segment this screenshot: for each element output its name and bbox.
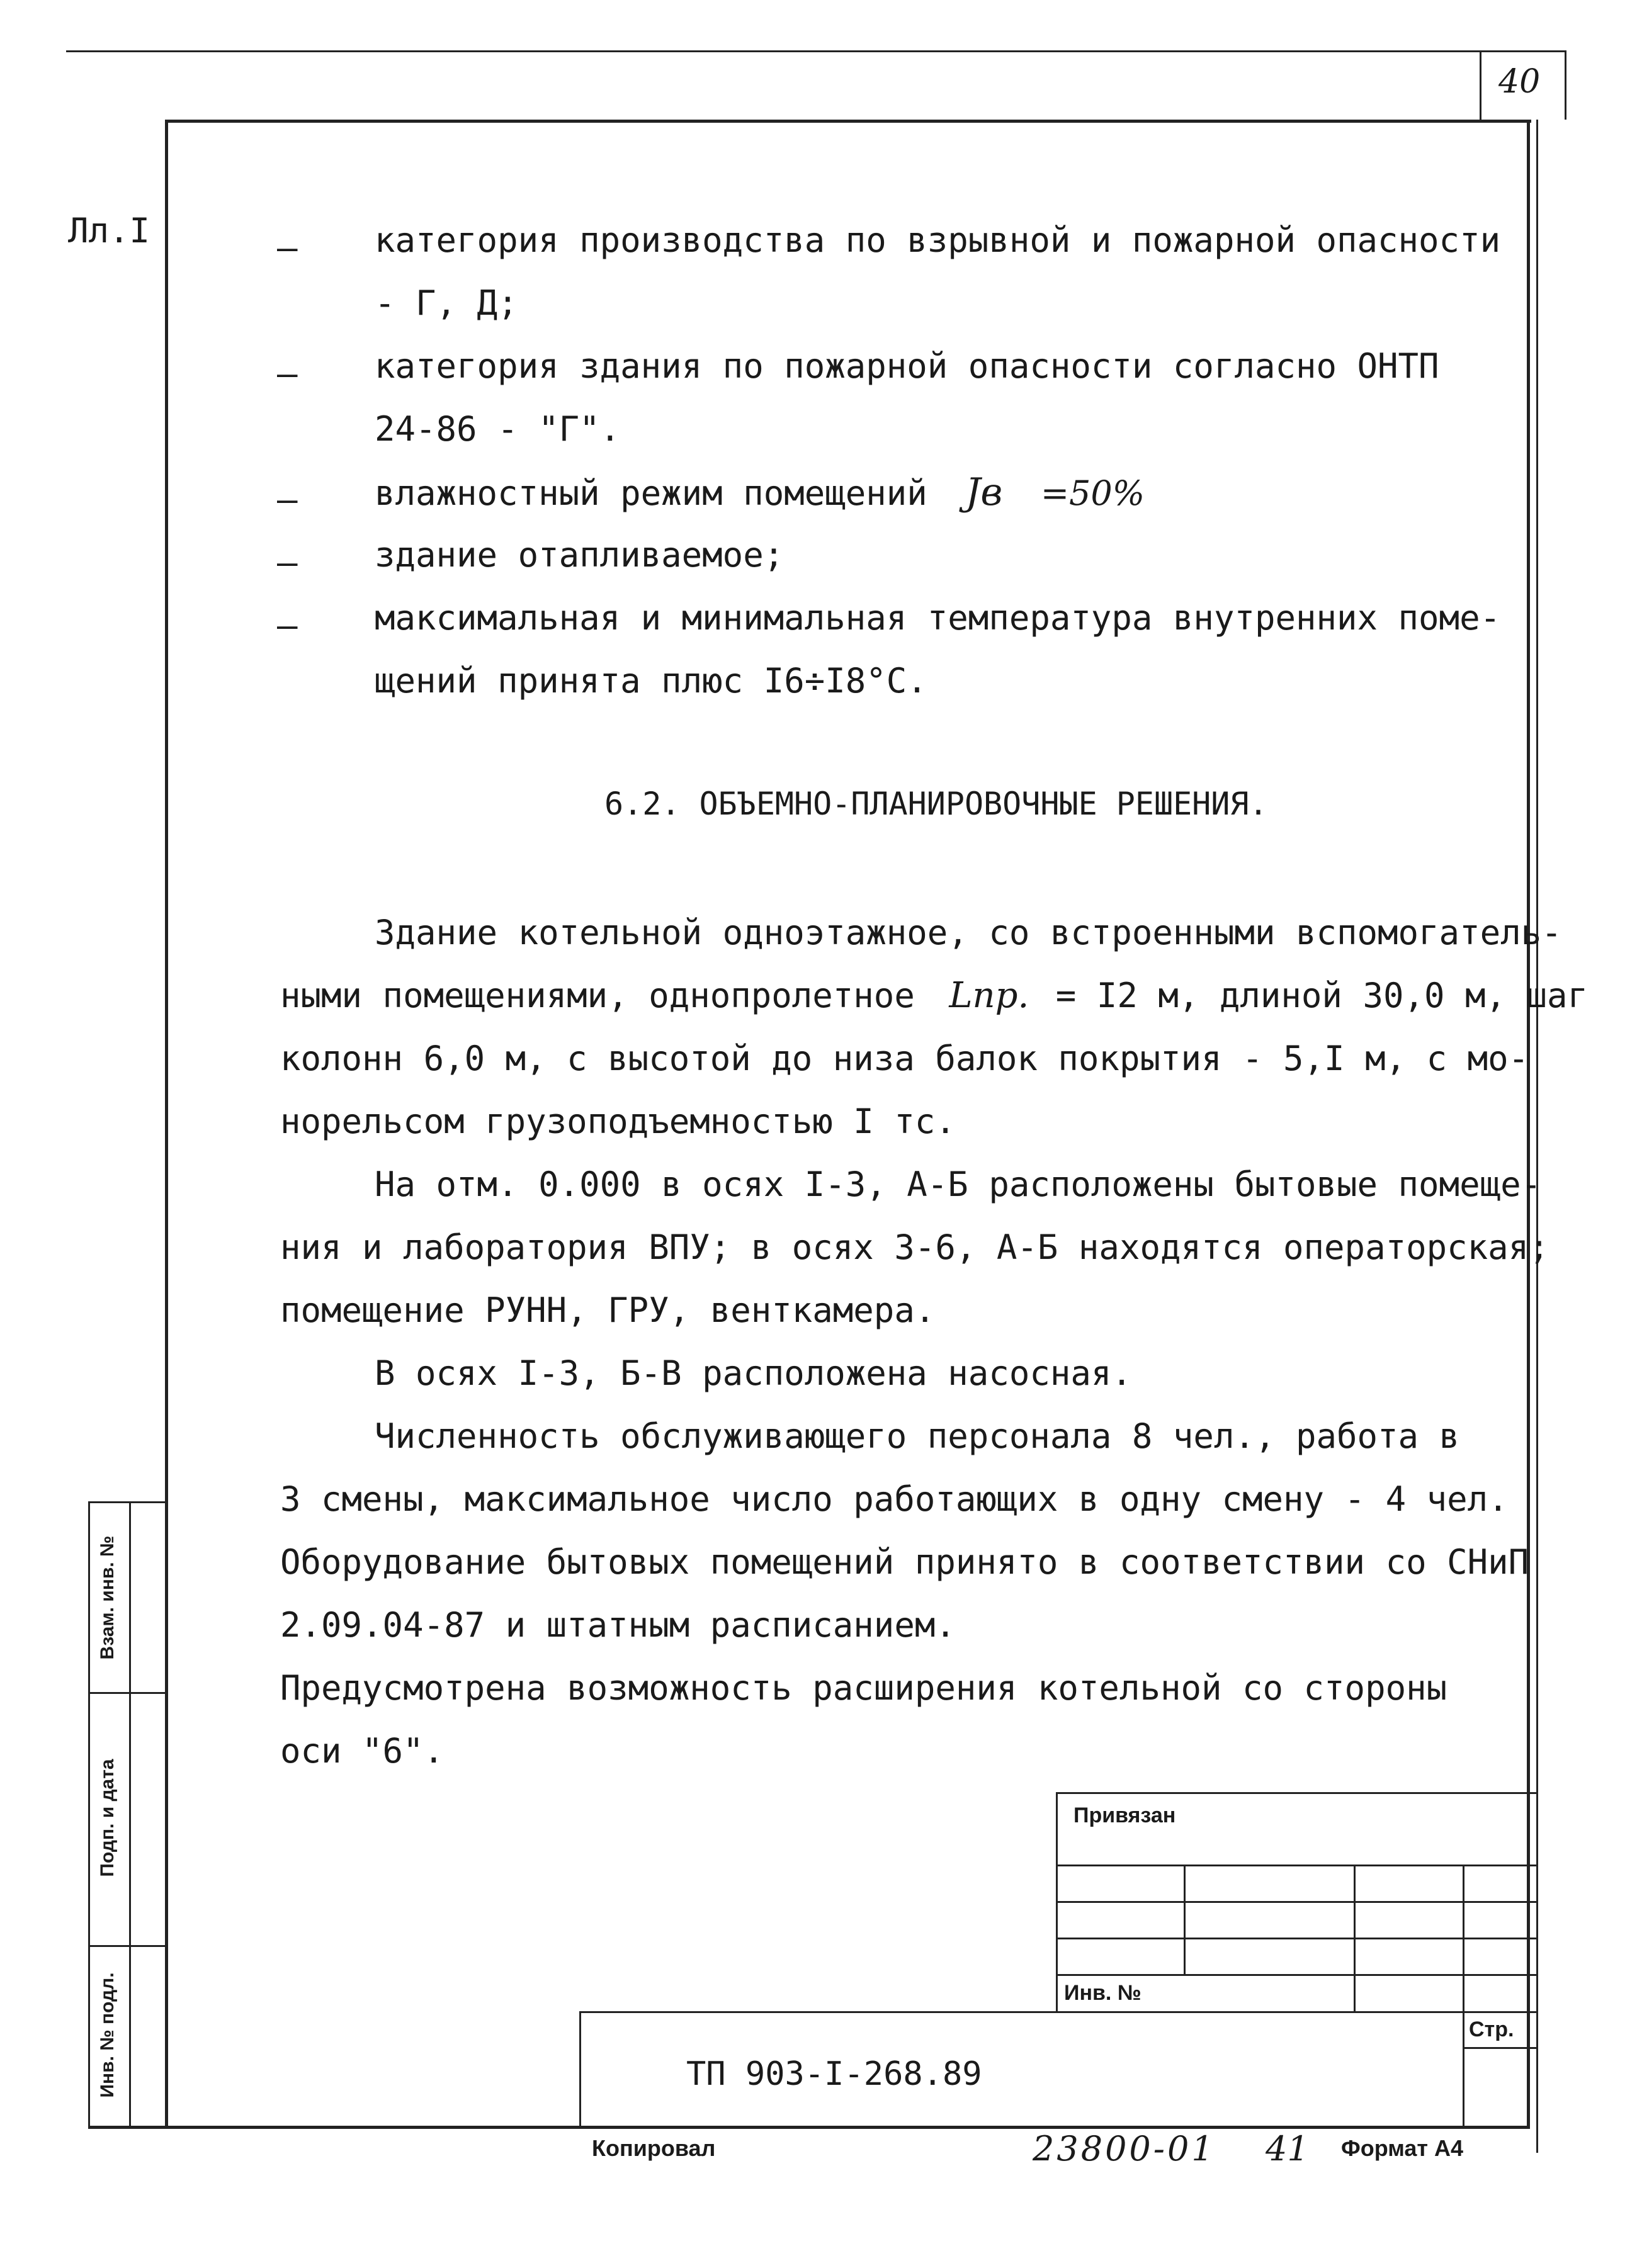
tb-col-2 xyxy=(1354,1865,1356,2011)
bullet-4-line: здание отапливаемое; xyxy=(375,535,785,575)
frame-right xyxy=(1527,120,1530,2128)
para-1-line-3: колонн 6,0 м, с высотой до низа балок покрытия - 5,I м, с мо- xyxy=(280,1039,1529,1078)
frame-bottom xyxy=(88,2126,1530,2129)
bullet-5-line-1: максимальная и минимальная температура внутренних поме- xyxy=(375,598,1501,638)
humidity-value: =50% xyxy=(1040,473,1145,513)
privyazan-label: Привязан xyxy=(1073,1803,1176,1827)
margin-note: Лл.I xyxy=(68,211,150,251)
humidity-symbol: Jв xyxy=(965,470,1003,514)
para-2-line-3: помещение РУНН, ГРУ, венткамера. xyxy=(280,1290,936,1330)
tb-top xyxy=(1056,1792,1536,1794)
bullet-1-line-2: - Г, Д; xyxy=(375,283,518,323)
outer-right-line xyxy=(1565,50,1566,120)
bullet-5-line-2: щений принята плюс I6÷I8°C. xyxy=(375,661,927,701)
para-4-line-4: 2.09.04-87 и штатным расписанием. xyxy=(280,1605,956,1645)
frame-top xyxy=(165,120,1531,123)
section-heading: 6.2. ОБЪЕМНО-ПЛАНИРОВОЧНЫЕ РЕШЕНИЯ. xyxy=(604,786,1268,822)
side-stamp-divider xyxy=(129,1501,131,2128)
sheet-number-divider xyxy=(1480,50,1481,120)
para-2-line-2: ния и лаборатория ВПУ; в осях 3-6, А-Б находятся операторская; xyxy=(280,1227,1549,1267)
para-4-line-3: Оборудование бытовых помещений принято в соответствии со СНиП xyxy=(280,1542,1529,1582)
para-5-line-1: Предусмотрена возможность расширения котельной со стороны xyxy=(280,1668,1447,1708)
doc-box-right xyxy=(1463,2011,1464,2128)
copied-label: Копировал xyxy=(592,2135,716,2161)
bullet-3-line xyxy=(375,470,1145,514)
bullet-dash: – xyxy=(277,543,298,582)
side-stamp-sep-1 xyxy=(88,1692,167,1694)
bullet-2-line-1: категория здания по пожарной опасности согласно ОНТП xyxy=(375,346,1439,386)
inv-no-label: Инв. № xyxy=(1064,1981,1141,2005)
bullet-dash: – xyxy=(277,606,298,645)
para-1-line-1: Здание котельной одноэтажное, со встроенными вспомогатель- xyxy=(375,913,1562,952)
tb-col-1 xyxy=(1184,1865,1186,1975)
page-cell-line xyxy=(1463,2047,1536,2049)
para-1-line-4: норельсом грузоподъемностью I тс. xyxy=(280,1102,956,1141)
bullet-1-line-1: категория производства по взрывной и пожарной опасности xyxy=(375,220,1501,260)
podp-data-label: Подп. и дата xyxy=(97,1759,118,1877)
bullet-dash: – xyxy=(277,228,298,268)
stamp-num: 41 xyxy=(1266,2129,1309,2169)
doc-box-left xyxy=(579,2011,581,2128)
bullet-dash: – xyxy=(277,354,298,393)
para-2-line-1: На отм. 0.000 в осях I-3, А-Б расположены бытовые помеще- xyxy=(375,1165,1542,1204)
span-length-symbol: Lпр. xyxy=(949,975,1029,1016)
bullet-dash: – xyxy=(277,480,298,519)
stamp-code: 23800-01 xyxy=(1033,2129,1216,2169)
para-5-line-2: оси "6". xyxy=(280,1731,445,1771)
doc-box-top xyxy=(579,2011,1536,2013)
inv-podl-label: Инв. № подл. xyxy=(97,1972,118,2098)
doc-code: ТП 903-I-268.89 xyxy=(686,2055,982,2093)
para-1-line-2-end: = I2 м, длиной 30,0 м, шаг xyxy=(1055,976,1589,1015)
para-3: В осях I-3, Б-В расположена насосная. xyxy=(375,1353,1132,1393)
page-label: Стр. xyxy=(1469,2017,1514,2041)
para-1-line-2 xyxy=(280,975,1589,1016)
format-label: Формат А4 xyxy=(1341,2135,1464,2161)
para-1-line-2-start: ными помещениями, однопролетное xyxy=(280,976,915,1015)
para-4-line-1: Численность обслуживающего персонала 8 чел., работа в xyxy=(375,1416,1460,1456)
frame-right-outer xyxy=(1536,120,1538,2153)
humidity-label: влажностный режим помещений xyxy=(375,473,927,513)
para-4-line-2: 3 смены, максимальное число работающих в одну смену - 4 чел. xyxy=(280,1479,1509,1519)
side-stamp-left xyxy=(88,1501,90,2128)
vzam-inv-label: Взам. инв. № xyxy=(97,1535,118,1660)
bullet-2-line-2: 24-86 - "Г". xyxy=(375,409,621,449)
frame-left xyxy=(165,120,168,2128)
top-border-line xyxy=(66,50,1565,52)
sheet-number: 40 xyxy=(1498,63,1541,101)
